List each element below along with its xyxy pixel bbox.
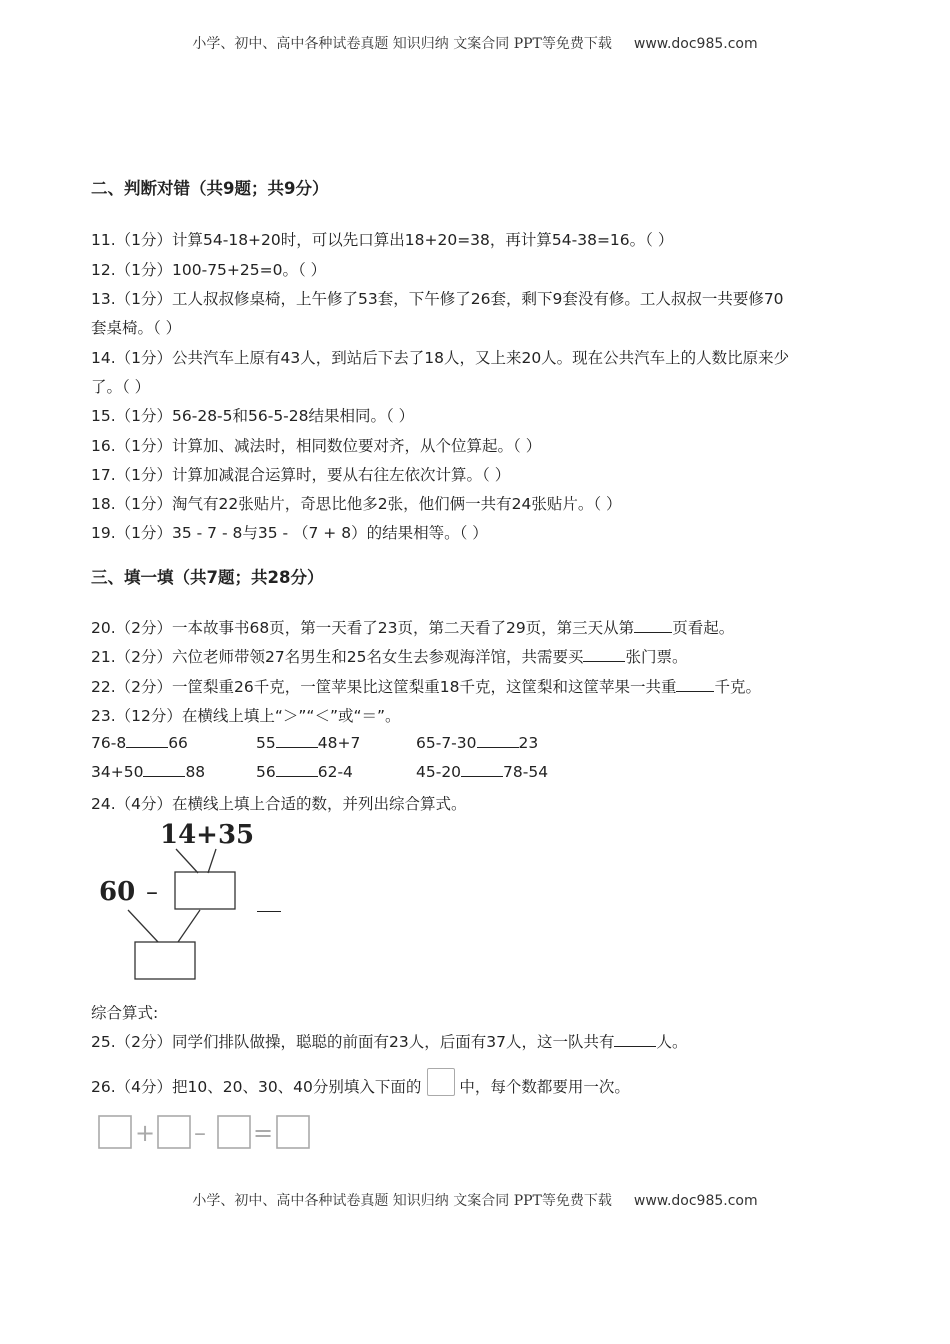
q25-text: 25.（2分）同学们排队做操，聪聪的前面有23人，后面有37人，这一队共有 (91, 1033, 615, 1051)
q25-text-end: 人。 (656, 1033, 688, 1051)
q24-middle-box[interactable] (175, 872, 235, 909)
q26-op-plus: + (135, 1119, 156, 1147)
q21-answer-blank[interactable] (583, 647, 625, 662)
q23-item-2-left: 55 (256, 734, 276, 752)
header-text: 小学、初中、高中各种试卷真题 知识归纳 文案合同 PPT等免费下载 (192, 36, 612, 52)
q23-item-2-blank[interactable] (276, 733, 318, 748)
q24-bottom-box[interactable] (135, 942, 195, 979)
question-20 (91, 616, 734, 638)
question-21 (91, 645, 687, 667)
q23-item-1-blank[interactable] (126, 733, 168, 748)
q20-text-end: 页看起。 (672, 619, 735, 637)
q26-text: 26.（4分）把10、20、30、40分别填入下面的 (91, 1078, 422, 1096)
q26-equation (96, 1112, 316, 1152)
q23-item-4-right: 88 (185, 763, 206, 781)
question-16: 16.（1分）计算加、减法时，相同数位要对齐，从个位算起。（ ） (91, 437, 542, 455)
question-14-line1: 14.（1分）公共汽车上原有43人，到站后下去了18人，又上来20人。现在公共汽车上的人数比原来少 (91, 349, 790, 367)
q23-item-2 (256, 733, 360, 752)
q26-op-equals: = (253, 1119, 274, 1147)
q20-text: 20.（2分）一本故事书68页，第一天看了23页，第二天看了29页，第三天从第 (91, 619, 635, 637)
question-17: 17.（1分）计算加减混合运算时，要从右往左依次计算。（ ） (91, 466, 511, 484)
q23-item-6-left: 45-20 (416, 763, 462, 781)
q23-item-3-blank[interactable] (477, 733, 519, 748)
q26-box-1[interactable] (99, 1116, 131, 1148)
question-22 (91, 675, 761, 697)
q26-box-4[interactable] (277, 1116, 309, 1148)
q25-answer-blank[interactable] (614, 1032, 656, 1047)
q24-top-expression: 14+35 (160, 820, 255, 850)
question-12: 12.（1分）100-75+25=0。（ ） (91, 261, 327, 279)
q23-item-1-left: 76-8 (91, 734, 127, 752)
q23-item-6 (416, 762, 548, 781)
q23-item-6-right: 78-54 (503, 763, 549, 781)
q26-text-end: 中，每个数都要用一次。 (459, 1078, 630, 1096)
section-3-title: 三、填一填（共7题；共28分） (91, 568, 324, 587)
q22-answer-blank[interactable] (676, 677, 714, 692)
q24-diagram (90, 815, 290, 985)
q23-item-2-right: 48+7 (317, 734, 361, 752)
question-26 (91, 1068, 630, 1097)
q23-item-5-left: 56 (256, 763, 276, 781)
section-2-title: 二、判断对错（共9题；共9分） (91, 179, 329, 198)
q22-text-end: 千克。 (714, 678, 761, 696)
q23-item-4-left: 34+50 (91, 763, 144, 781)
q24-left-number: 60 (99, 877, 136, 907)
header-site: www.doc985.com (633, 36, 758, 52)
q24-connector-right-top (208, 849, 216, 873)
q24-connector-left-top (176, 849, 198, 873)
q24-connector-right-bottom (178, 910, 200, 942)
q21-text: 21.（2分）六位老师带领27名男生和25名女生去参观海洋馆，共需要买 (91, 648, 584, 666)
question-14-line2: 了。（ ） (91, 378, 151, 396)
question-25 (91, 1030, 687, 1052)
question-18: 18.（1分）淘气有22张贴片，奇思比他多2张，他们俩一共有24张贴片。（ ） (91, 495, 622, 513)
footer-site: www.doc985.com (633, 1193, 758, 1209)
question-15: 15.（1分）56-28-5和56-5-28结果相同。（ ） (91, 407, 415, 425)
page-footer (0, 1190, 950, 1210)
q23-item-6-blank[interactable] (461, 762, 503, 777)
q23-item-5-right: 62-4 (317, 763, 353, 781)
q23-item-1 (91, 733, 188, 752)
q20-answer-blank[interactable] (634, 618, 672, 633)
footer-text: 小学、初中、高中各种试卷真题 知识归纳 文案合同 PPT等免费下载 (192, 1193, 612, 1209)
q26-example-box (427, 1068, 455, 1096)
q26-box-3[interactable] (218, 1116, 250, 1148)
question-11: 11.（1分）计算54-18+20时，可以先口算出18+20=38，再计算54-38=16。（ ） (91, 231, 674, 249)
page-header (0, 33, 950, 53)
q23-item-5-blank[interactable] (276, 762, 318, 777)
q24-connector-left-bottom (128, 910, 158, 942)
question-19: 19.（1分）35 - 7 - 8与35 - （7 + 8）的结果相等。（ ） (91, 524, 488, 542)
q24-answer-blank[interactable] (257, 911, 281, 912)
q26-box-2[interactable] (158, 1116, 190, 1148)
q23-item-3 (416, 733, 538, 752)
q23-item-4-blank[interactable] (143, 762, 185, 777)
q23-item-3-right: 23 (518, 734, 539, 752)
question-23: 23.（12分）在横线上填上“＞”“＜”或“＝”。 (91, 707, 401, 725)
q24-minus-sign: – (146, 878, 158, 906)
question-13-line1: 13.（1分）工人叔叔修桌椅，上午修了53套，下午修了26套，剩下9套没有修。工人叔叔一共要修70 (91, 290, 784, 308)
q22-text: 22.（2分）一筐梨重26千克，一筐苹果比这筐梨重18千克，这筐梨和这筐苹果一共重 (91, 678, 677, 696)
question-13-line2: 套桌椅。（ ） (91, 319, 182, 337)
q23-item-4 (91, 762, 205, 781)
q23-item-5 (256, 762, 353, 781)
q24-formula-label: 综合算式: (91, 1004, 159, 1022)
q23-item-3-left: 65-7-30 (416, 734, 477, 752)
q23-item-1-right: 66 (168, 734, 188, 752)
q21-text-end: 张门票。 (625, 648, 688, 666)
question-24: 24.（4分）在横线上填上合适的数，并列出综合算式。 (91, 795, 467, 813)
q26-op-minus: – (194, 1119, 206, 1147)
